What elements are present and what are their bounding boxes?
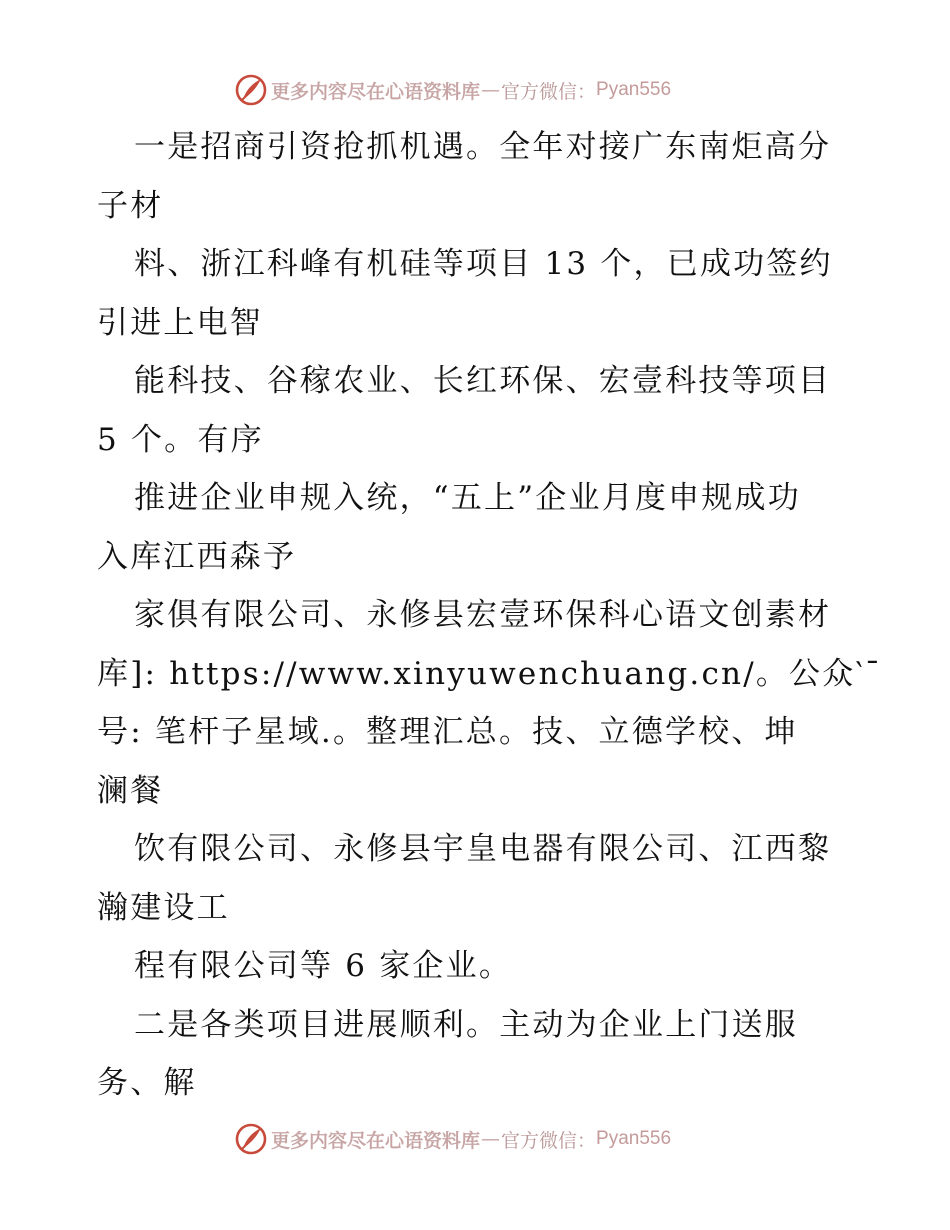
text-line: 子材 bbox=[97, 188, 164, 224]
footer-brand-text: 更多内容尽在心语资料库 bbox=[271, 1129, 481, 1152]
footer-official-label: 官方微信： bbox=[501, 1129, 597, 1152]
text-line: 二是各类项目进展顺利。主动为企业上门送服 bbox=[134, 1007, 798, 1043]
text-line: 料、浙江科峰有机硅等项目 13 个，已成功签约 bbox=[134, 246, 833, 282]
text-line: 推进企业申规入统，“五上”企业月度申规成功 bbox=[134, 480, 801, 516]
text-line: 号: 笔杆子星域.。整理汇总。技、立德学校、坤 bbox=[97, 714, 798, 750]
header-banner bbox=[234, 73, 671, 107]
quill-logo-icon bbox=[234, 73, 268, 107]
text-line: 能科技、谷稼农业、长红环保、宏壹科技等项目 bbox=[134, 363, 832, 399]
footer-wechat-id: Pyan556 bbox=[596, 1128, 672, 1149]
header-brand-text: 更多内容尽在心语资料库 bbox=[271, 80, 481, 103]
text-line: 饮有限公司、永修县宇皇电器有限公司、江西黎 bbox=[134, 831, 832, 867]
text-line: 引进上电智 bbox=[97, 305, 263, 341]
text-line: 5 个。有序 bbox=[97, 422, 264, 458]
header-dash: — bbox=[481, 79, 501, 101]
text-line: 家俱有限公司、永修县宏壹环保科心语文创素材 bbox=[134, 597, 832, 633]
text-line: 瀚建设工 bbox=[97, 890, 230, 926]
text-line: 库]: https://www.xinyuwenchuang.cn/。公众‵¯ bbox=[97, 656, 883, 692]
text-line: 一是招商引资抢抓机遇。全年对接广东南炬高分 bbox=[134, 129, 832, 165]
quill-logo-icon bbox=[234, 1122, 268, 1156]
header-wechat-id: Pyan556 bbox=[596, 79, 672, 100]
text-line: 澜餐 bbox=[97, 773, 164, 809]
header-official-label: 官方微信： bbox=[501, 80, 597, 103]
footer-dash: — bbox=[481, 1128, 501, 1150]
footer-banner bbox=[234, 1122, 671, 1156]
text-line: 入库江西森予 bbox=[97, 539, 297, 575]
text-line: 程有限公司等 6 家企业。 bbox=[134, 948, 513, 984]
text-line: 务、解 bbox=[97, 1065, 197, 1101]
